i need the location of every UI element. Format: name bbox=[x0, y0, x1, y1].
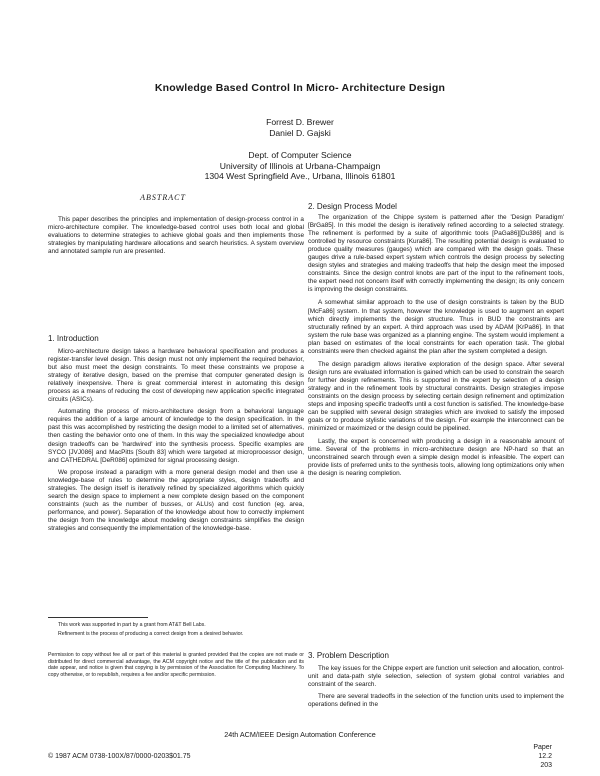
body-paragraph: There are several tradeoffs in the selection of the function units used to implement the operations defined in the bbox=[308, 693, 564, 709]
section-heading-problem: 3. Problem Description bbox=[308, 651, 389, 660]
abstract-heading: ABSTRACT bbox=[140, 193, 186, 202]
affiliation-line: 1304 West Springfield Ave., Urbana, Illinois 61801 bbox=[204, 171, 396, 181]
paper-label: Paper 12.2 bbox=[533, 744, 552, 760]
page-number: 203 bbox=[540, 762, 552, 769]
paper-label-block bbox=[520, 743, 552, 770]
body-paragraph: Lastly, the expert is concerned with producing a design in a reasonable amount of time. Several of the problems in micro-architecture design are NP-hard so that an unconstrained search through even a simple design model is infeasible. The expert can provide lists of preferred units to the synthesis tools, allowing long optimizations only when the design is nearing completion. bbox=[308, 438, 564, 478]
body-paragraph: A somewhat similar approach to the use of design constraints is taken by the BUD [McFa86] system. In that system, however the knowledge is used to augment an expert which directly implements the design structure. Thus in BUD the constraints are structurally refined by an expert. A third approach was used by ADAM [KrPa86]. In that system the rule base was organized as a planning engine. The system would implement a plan based on estimates of the local constraints for each operation task. The global constraints were then checked against the plan after the system completed a design. bbox=[308, 299, 564, 355]
author-name: Daniel D. Gajski bbox=[269, 128, 331, 138]
permission-notice: Permission to copy without fee all or part of this material is granted provided that the copies are not made or distributed for direct commercial advantage, the ACM copyright notice and the title of the publication and its date appear, and notice is given that copying is by permission of the Association for Computing Machinery. To copy otherwise, or to republish, requires a fee and/or specific permission. bbox=[48, 652, 304, 678]
abstract-paragraph: This paper describes the principles and implementation of design-process control in a micro-architecture compiler. The knowledge-based control uses both local and global evaluations to determine strategies to achieve global goals and then implements those strategies by manipulating hardware allocations and search heuristics. A system overview and annotated sample run are presented. bbox=[48, 216, 304, 256]
body-paragraph: Micro-architecture design takes a hardware behavioral specification and produces a register-transfer level design. This design must not only implement the required behavior, but also must meet the design constraints. To meet these constraints we propose a strategy of iterative design, based on the premise that computer generated design is relatively inexpensive. There is great commercial interest in automating this design process as a means of reducing the cost of developing new application specific integrated circuits (ASICs). bbox=[48, 348, 304, 404]
author-name: Forrest D. Brewer bbox=[266, 117, 334, 127]
footnote: This work was supported in part by a grant from AT&T Bell Labs. bbox=[58, 622, 206, 628]
problem-body bbox=[308, 665, 564, 709]
paper-title: Knowledge Based Control In Micro- Architecture Design bbox=[154, 82, 446, 94]
conference-name: 24th ACM/IEEE Design Automation Conference bbox=[224, 730, 376, 739]
affiliation-line: University of Illinois at Urbana-Champaign bbox=[219, 160, 381, 171]
body-paragraph: The design paradigm allows iterative exploration of the design space. After several design runs are evaluated information is gained which can be used to constrain the search for further design refinements. This is supported in the expert by selection of a design strategy and in the refinement tools by structural constraints. Design strategies impose constraints on the design process by selecting certain design refinement and optimization steps and imposing specific tradeoffs until a cost function is satisfied. The knowledge-base can be supplied with several design strategies which are invoked to satisfy the imposed goals or to produce stylistic variations of the design. For example the interconnect can be minimized or maximized or the design could be pipelined. bbox=[308, 360, 564, 433]
body-paragraph: The key issues for the Chippe expert are function unit selection and allocation, control-unit and data-path style selection, selection of system global control variables and constraint of the search. bbox=[308, 665, 564, 689]
introduction-body bbox=[48, 348, 304, 533]
copyright-line: © 1987 ACM 0738-100X/87/0000-0203$01.75 bbox=[48, 753, 191, 760]
footnote: Refinement is the process of producing a correct design from a desired behavior. bbox=[58, 630, 244, 637]
affiliation bbox=[0, 150, 600, 182]
section-heading-introduction: 1. Introduction bbox=[48, 334, 99, 343]
section-heading-design-process: 2. Design Process Model bbox=[308, 202, 397, 211]
affiliation-line: Dept. of Computer Science bbox=[248, 150, 352, 160]
footnotes bbox=[48, 622, 304, 637]
design-process-body bbox=[308, 214, 564, 478]
footnote-divider bbox=[48, 617, 148, 618]
body-paragraph: We propose instead a paradigm with a more general design model and then use a knowledge-base of rules to determine the appropriate styles, design tradeoffs and strategies. The design itself is iteratively refined by specialized algorithms which quickly search the design space to implement a new complete design based on the component constraints (such as the number of busses, or ALUs) and cost function (eg. area, performance, and power). Separation of the knowledge about how to correctly implement the design from the knowledge about modeling design constraints simplifies the design strategies and consequently the implementation of the knowledge-base. bbox=[48, 468, 304, 532]
body-paragraph: The organization of the Chippe system is patterned after the 'Design Paradigm' [BrGa85]. In this model the design is iteratively refined according to a selected strategy. The refinement is performed by a suite of algorithmic tools [PaGa86][Du386] and is controlled by resource constraints [Kura86]. The resulting potential design is evaluated to produce quality measures (gauges) which are compared with the design goals. These gauges drive a rule-based expert system which controls the design process by selecting design styles and strategies and making tradeoffs that help the design meet the imposed constraints. Since the design control knobs are part of the input to the refinement tools, the expert need not concern itself with correctly implementing the design; its only concern is improving the design constraints. bbox=[308, 214, 564, 294]
author-list bbox=[0, 117, 600, 139]
abstract-body bbox=[48, 216, 304, 256]
body-paragraph: Automating the process of micro-architecture design from a behavioral language requires the addition of a large amount of knowledge to the design specification. In the past this was accomplished by restricting the design model to a limited set of alternatives, then casting the behavior onto one of them. In this way the specialized knowledge about design tradeoffs can be 'hardwired' into the synthesis process. Specific examples are SYCO [JVJ086] and MacPitts [South 83] which were targeted at microprocessor design, and CATHEDRAL [DeR086] optimized for signal processing design. bbox=[48, 408, 304, 464]
